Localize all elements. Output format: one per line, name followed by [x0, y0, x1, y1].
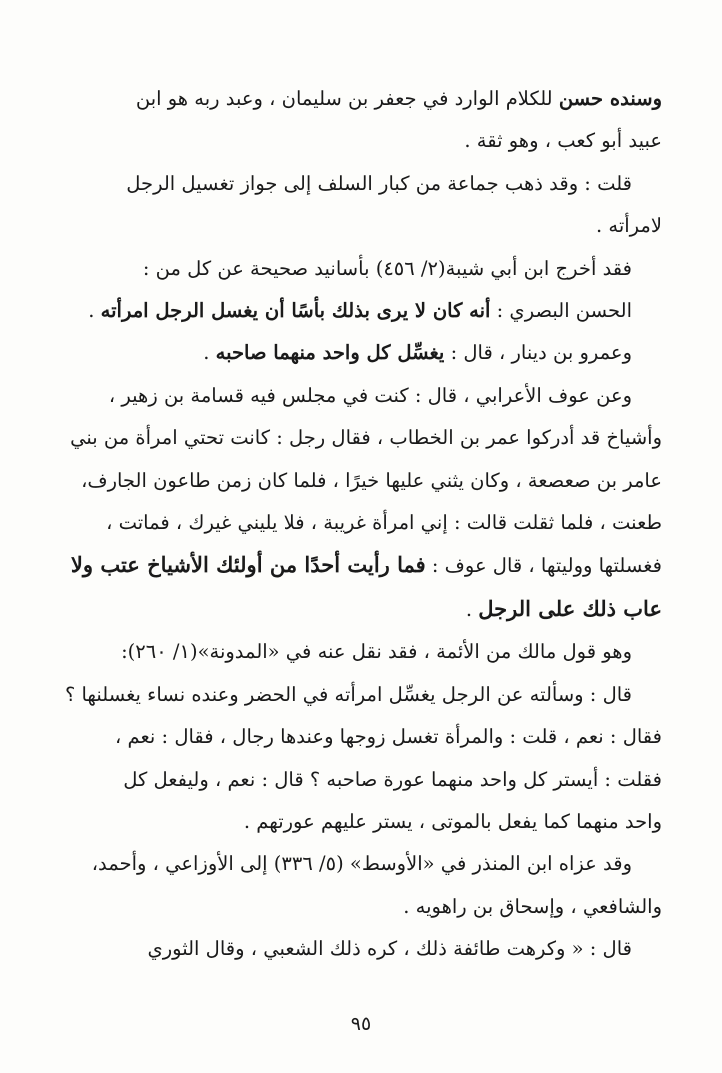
- text-line-8: وعن عوف الأعرابي ، قال : كنت في مجلس فيه قسامة بن زهير ،: [108, 383, 632, 407]
- text-line-12: فغسلتها ووليتها ، قال عوف : فما رأيت أحدًا من أولئك الأشياخ عتب ولا: [70, 552, 662, 578]
- text-line-13: عاب ذلك على الرجل .: [465, 595, 662, 621]
- text-line-9: وأشياخ قد أدركوا عمر بن الخطاب ، فقال رجل : كانت تحتي امرأة من بني: [70, 426, 662, 450]
- text-line-3: قلت : وقد ذهب جماعة من كبار السلف إلى جواز تغسيل الرجل: [126, 171, 632, 195]
- text-line-5: فقد أخرج ابن أبي شيبة(٢/ ٤٥٦) بأسانيد صحيحة عن كل من :: [142, 256, 632, 280]
- text-line-18: واحد منهما كما يفعل بالموتى ، يستر عليهم عورتهم .: [243, 809, 662, 833]
- text-line-21: قال : « وكرهت طائفة ذلك ، كره ذلك الشعبي ، وقال الثوري: [147, 937, 632, 961]
- text-line-4: لامرأته .: [595, 214, 662, 238]
- text-line-14: وهو قول مالك من الأئمة ، فقد نقل عنه في «المدونة»(١/ ٢٦٠):: [121, 640, 632, 664]
- text-line-2: عبيد أبو كعب ، وهو ثقة .: [464, 129, 662, 153]
- text-line-10: عامر بن صعصعة ، وكان يثني عليها خيرًا ، فلما كان زمن طاعون الجارف،: [81, 468, 662, 492]
- text-line-6: الحسن البصري : أنه كان لا يرى بذلك بأسًا أن يغسل الرجل امرأته .: [88, 299, 632, 323]
- text-line-15: قال : وسألته عن الرجل يغسِّل امرأته في الحضر وعنده نساء يغسلنها ؟: [64, 682, 632, 706]
- text-line-19: وقد عزاه ابن المنذر في «الأوسط» (٥/ ٣٣٦) إلى الأوزاعي ، وأحمد،: [91, 852, 632, 876]
- text-line-7: وعمرو بن دينار ، قال : يغسِّل كل واحد منهما صاحبه .: [203, 341, 632, 365]
- page-number: ٩٥: [350, 1013, 372, 1035]
- body-text: [52, 78, 662, 971]
- text-line-1: وسنده حسن للكلام الوارد في جعفر بن سليمان ، وعبد ربه هو ابن: [135, 87, 662, 110]
- text-line-20: والشافعي ، وإسحاق بن راهويه .: [403, 894, 662, 918]
- text-line-11: طعنت ، فلما ثقلت قالت : إني امرأة غريبة ، فلا يليني غيرك ، فماتت ،: [106, 511, 662, 535]
- text-line-17: فقلت : أيستر كل واحد منهما عورة صاحبه ؟ قال : نعم ، وليفعل كل: [123, 767, 662, 791]
- text-line-16: فقال : نعم ، قلت : والمرأة تغسل زوجها وعندها رجال ، فقال : نعم ،: [115, 725, 662, 749]
